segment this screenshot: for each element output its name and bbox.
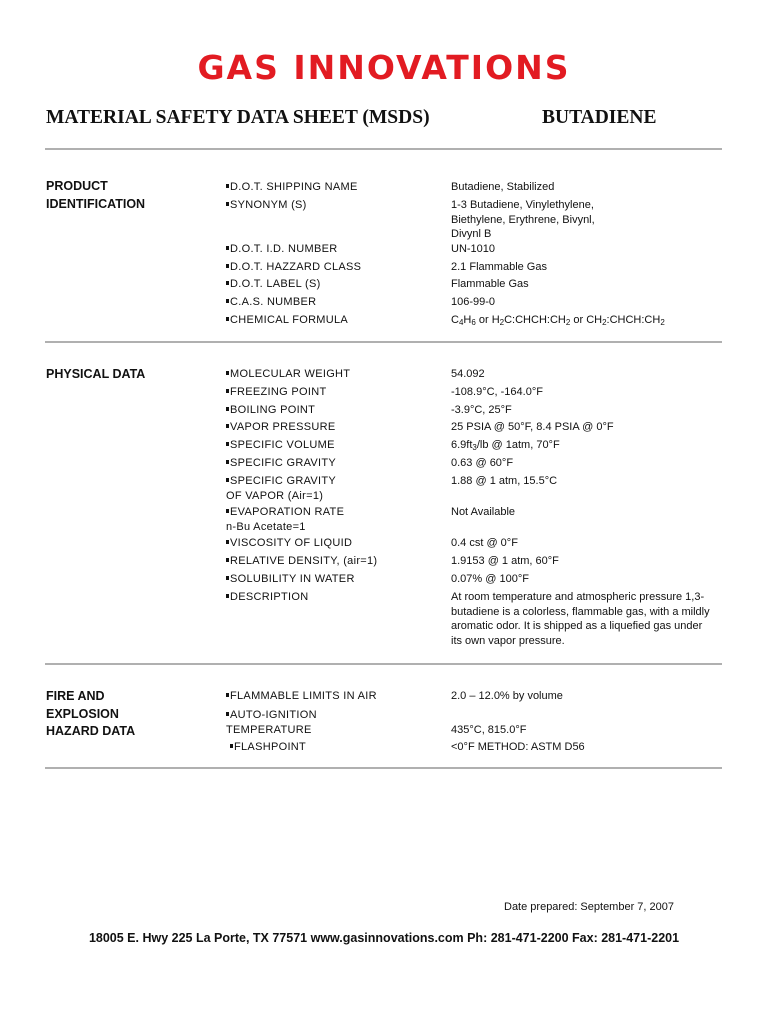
field-label: D.O.T. I.D. NUMBER	[226, 242, 441, 257]
date-prepared: Date prepared: September 7, 2007	[504, 901, 675, 913]
chemical-formula-value: $C_4H_6$ or $H_2C:CHCH:CH_2$ or $CH_2:CHCH:CH_2$	[451, 314, 665, 327]
divider	[45, 767, 722, 769]
field-value: -108.9°C, -164.0°F	[451, 386, 543, 398]
company-logo: GAS INNOVATIONS	[197, 48, 571, 87]
divider	[45, 148, 722, 150]
document-title: MATERIAL SAFETY DATA SHEET (MSDS)	[46, 107, 430, 128]
field-label: SPECIFIC GRAVITY OF VAPOR (Air=1)	[226, 474, 441, 503]
field-value: 1.88 @ 1 atm, 15.5°C	[451, 475, 558, 487]
field-label: C.A.S. NUMBER	[226, 295, 441, 310]
field-label: AUTO-IGNITION TEMPERATURE	[226, 708, 441, 737]
field-value: <0°F METHOD: ASTM D56	[451, 741, 585, 753]
field-label: CHEMICAL FORMULA	[226, 313, 441, 328]
field-label: VISCOSITY OF LIQUID	[226, 536, 441, 551]
field-label: DESCRIPTION	[226, 590, 441, 605]
field-label: FREEZING POINT	[226, 385, 441, 400]
field-value: At room temperature and atmospheric pressure 1,3- butadiene is a colorless, flammable gas, with a mildly aromatic odor. It is shipped as a liquefied gas under its own vapor pressure.	[451, 591, 710, 647]
footer-contact: 18005 E. Hwy 225 La Porte, TX 77571 www.gasinnovations.com Ph: 281-471-2200 Fax: 281-471-2201	[88, 931, 680, 945]
field-value: 106-99-0	[451, 296, 496, 308]
divider	[45, 663, 722, 665]
field-value: Not Available	[451, 506, 516, 518]
field-value: -3.9°C, 25°F	[451, 404, 512, 416]
field-label: EVAPORATION RATE n-Bu Acetate=1	[226, 505, 441, 534]
section-heading: PRODUCT IDENTIFICATION	[46, 179, 146, 211]
field-label: D.O.T. HAZZARD CLASS	[226, 260, 441, 275]
field-value: 2.0 – 12.0% by volume	[451, 690, 563, 702]
specific-volume-value: $6.9ft_3/lb$ @ 1atm, 70°F	[451, 439, 560, 452]
section-heading: FIRE AND EXPLOSION HAZARD DATA	[46, 689, 136, 738]
field-label: VAPOR PRESSURE	[226, 420, 441, 435]
field-label: SOLUBILITY IN WATER	[226, 572, 441, 587]
field-value: 1.9153 @ 1 atm, 60°F	[451, 555, 559, 567]
section-heading: PHYSICAL DATA	[46, 367, 146, 381]
field-value: UN-1010	[451, 243, 496, 255]
field-value: 0.4 cst @ 0°F	[451, 537, 518, 549]
field-label: MOLECULAR WEIGHT	[226, 367, 441, 382]
field-value: 1-3 Butadiene, Vinylethylene, Biethylene, Erythrene, Bivynl, Divynl B	[451, 199, 595, 240]
field-label: SPECIFIC VOLUME	[226, 438, 441, 453]
field-label: SPECIFIC GRAVITY	[226, 456, 441, 471]
field-label: FLASHPOINT	[230, 740, 445, 755]
field-value: Butadiene, Stabilized	[451, 181, 555, 193]
divider	[45, 341, 722, 343]
field-label: D.O.T. LABEL (S)	[226, 277, 441, 292]
field-value: Flammable Gas	[451, 278, 529, 290]
field-label: BOILING POINT	[226, 403, 441, 418]
field-value: 0.63 @ 60°F	[451, 457, 514, 469]
field-label: FLAMMABLE LIMITS IN AIR	[226, 689, 441, 704]
chemical-name: BUTADIENE	[542, 107, 657, 128]
field-value: 435°C, 815.0°F	[451, 723, 527, 736]
field-label: RELATIVE DENSITY, (air=1)	[226, 554, 441, 569]
field-label: SYNONYM (S)	[226, 198, 441, 213]
field-value: 25 PSIA @ 50°F, 8.4 PSIA @ 0°F	[451, 421, 614, 433]
field-value: 0.07% @ 100°F	[451, 573, 529, 585]
field-label: D.O.T. SHIPPING NAME	[226, 180, 441, 195]
field-value: 2.1 Flammable Gas	[451, 261, 547, 273]
field-value: 54.092	[451, 368, 485, 380]
